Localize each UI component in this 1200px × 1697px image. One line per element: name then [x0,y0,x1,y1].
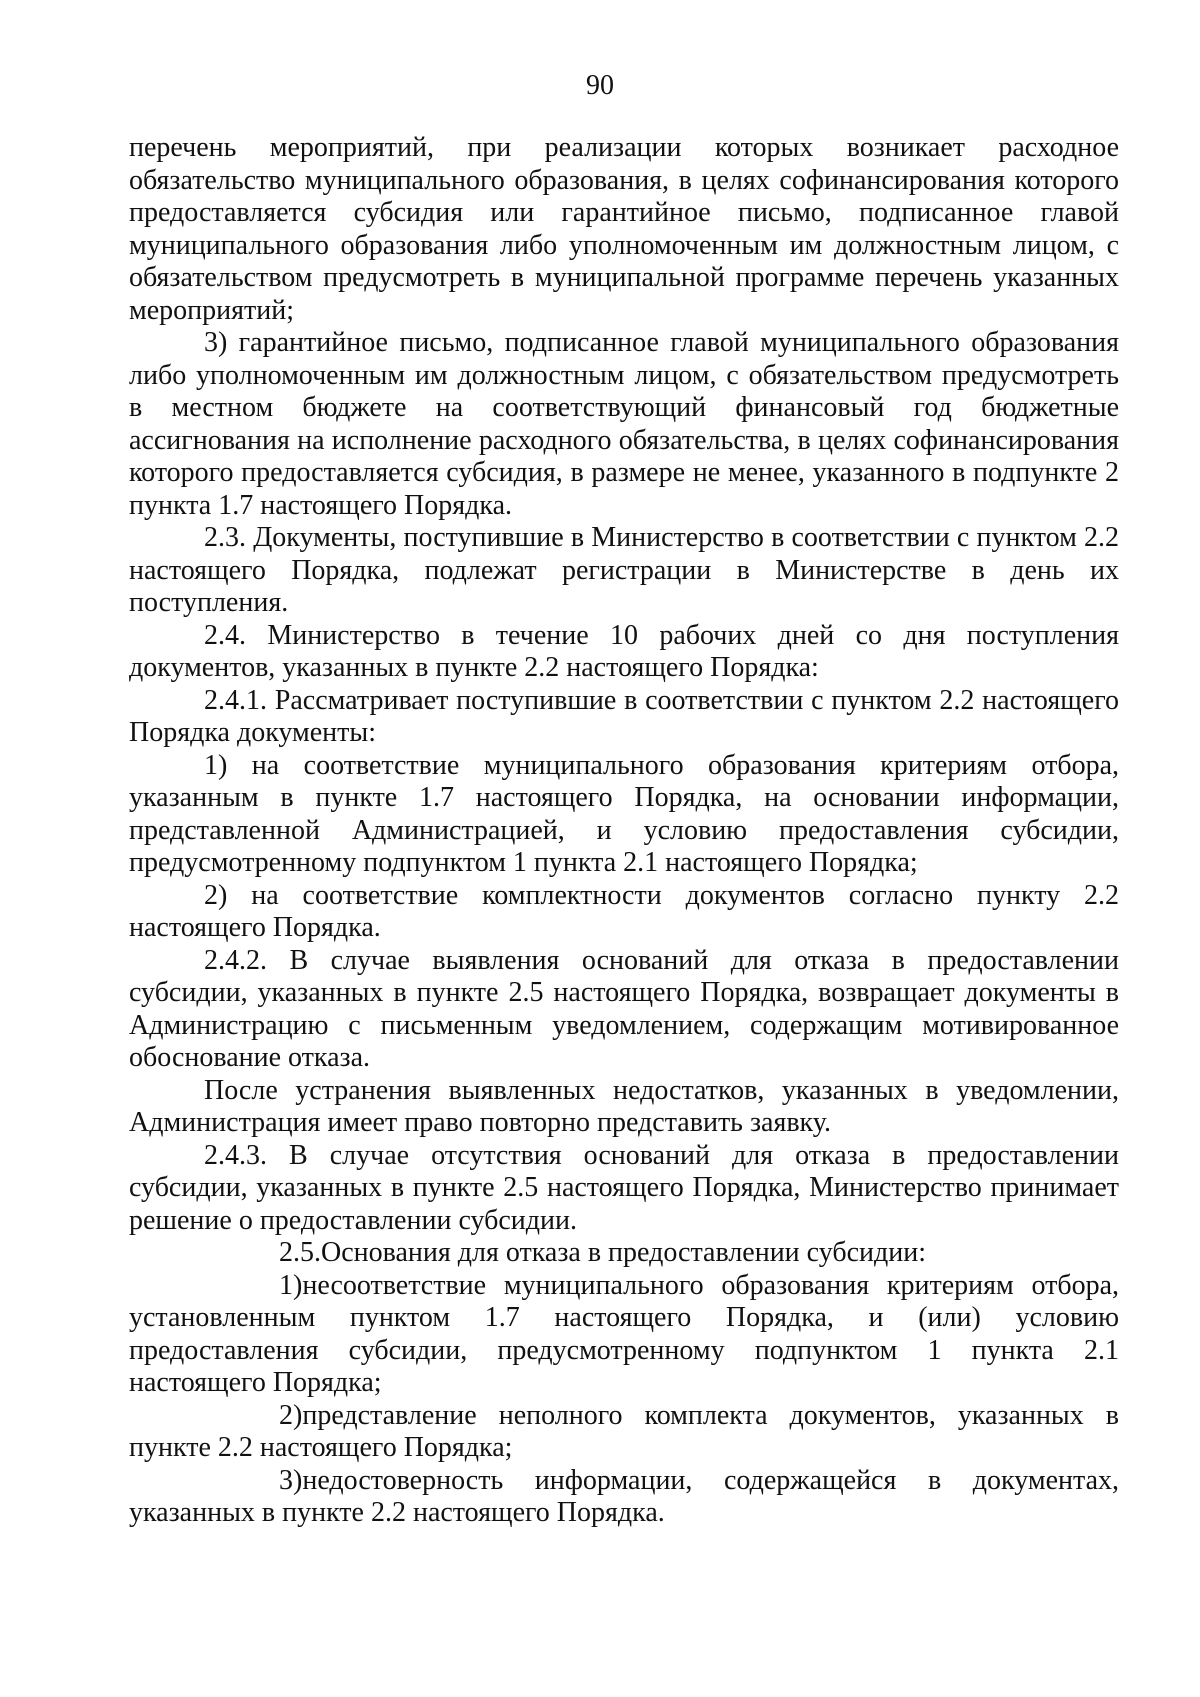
item-number: 2.5. [279,1237,321,1268]
paragraph-2-4-1-item-2: 2) на соответствие комплектности документов согласно пункту 2.2 настоящего Порядка. [129,879,1119,943]
paragraph-2-4-2: 2.4.2. В случае выявления оснований для отказа в предоставлении субсидии, указанных в пункте 2.5 настоящего Порядка, возвращает документы в Администрацию с письменным уведомлением, содержащим мотивированное обоснование отказа. [129,944,1119,1073]
item-text: представление неполного комплекта документов, указанных в пункте 2.2 настоящего Порядка; [129,1399,1119,1463]
item-number: 3) [279,1464,303,1496]
paragraph-2-5-item-1 [129,1270,1119,1400]
paragraph-2-5-item-2 [129,1400,1119,1465]
paragraph-continuation: перечень мероприятий, при реализации которых возникает расходное обязательство муниципального образования, в целях софинансирования которого предоставляется субсидия или гарантийное письмо, подписанное главой муниципального образования либо уполномоченным им должностным лицом, с обязательством предусмотреть в муниципальной программе перечень указанных мероприятий; [129,132,1119,326]
paragraph-2-4-3: 2.4.3. В случае отсутствия оснований для отказа в предоставлении субсидии, указанных в пункте 2.5 настоящего Порядка, Министерство принимает решение о предоставлении субсидии. [129,1139,1119,1236]
paragraph-2-4-1: 2.4.1. Рассматривает поступившие в соответствии с пунктом 2.2 настоящего Порядка документы: [129,684,1119,748]
document-body [129,132,1119,1530]
item-text: несоответствие муниципального образования критериям отбора, установленным пунктом 1.7 настоящего Порядка, и (или) условию предоставления субсидии, предусмотренному подпунктом 1 пункта 2.1 настоящего Порядка; [129,1269,1119,1398]
item-number: 1) [279,1269,303,1301]
page-number: 90 [586,70,614,101]
paragraph-item-3-guarantee-letter: 3) гарантийное письмо, подписанное главой муниципального образования либо уполномоченным им должностным лицом, с обязательством предусмотреть в местном бюджете на соответствующий финансовый год бюджетные ассигнования на исполнение расходного обязательства, в целях софинансирования которого предоставляется субсидия, в размере не менее, указанного в подпункте 2 пункта 1.7 настоящего Порядка. [129,327,1119,521]
item-text: Основания для отказа в предоставлении субсидии: [321,1237,927,1268]
paragraph-2-4-1-item-1: 1) на соответствие муниципального образования критериям отбора, указанным в пункте 1.7 настоящего Порядка, на основании информации, представленной Администрацией, и условию предоставления субсидии, предусмотренному подпунктом 1 пункта 2.1 настоящего Порядка; [129,749,1119,878]
item-number: 2) [279,1399,303,1431]
paragraph-2-5 [129,1237,1119,1270]
paragraph-2-3: 2.3. Документы, поступившие в Министерство в соответствии с пунктом 2.2 настоящего Порядка, подлежат регистрации в Министерстве в день их поступления. [129,522,1119,618]
paragraph-2-4: 2.4. Министерство в течение 10 рабочих дней со дня поступления документов, указанных в пункте 2.2 настоящего Порядка: [129,619,1119,683]
paragraph-resubmission: После устранения выявленных недостатков, указанных в уведомлении, Администрация имеет право повторно представить заявку. [129,1074,1119,1138]
item-text: недостоверность информации, содержащейся в документах, указанных в пункте 2.2 настоящего Порядка. [129,1464,1119,1528]
paragraph-2-5-item-3 [129,1465,1119,1530]
